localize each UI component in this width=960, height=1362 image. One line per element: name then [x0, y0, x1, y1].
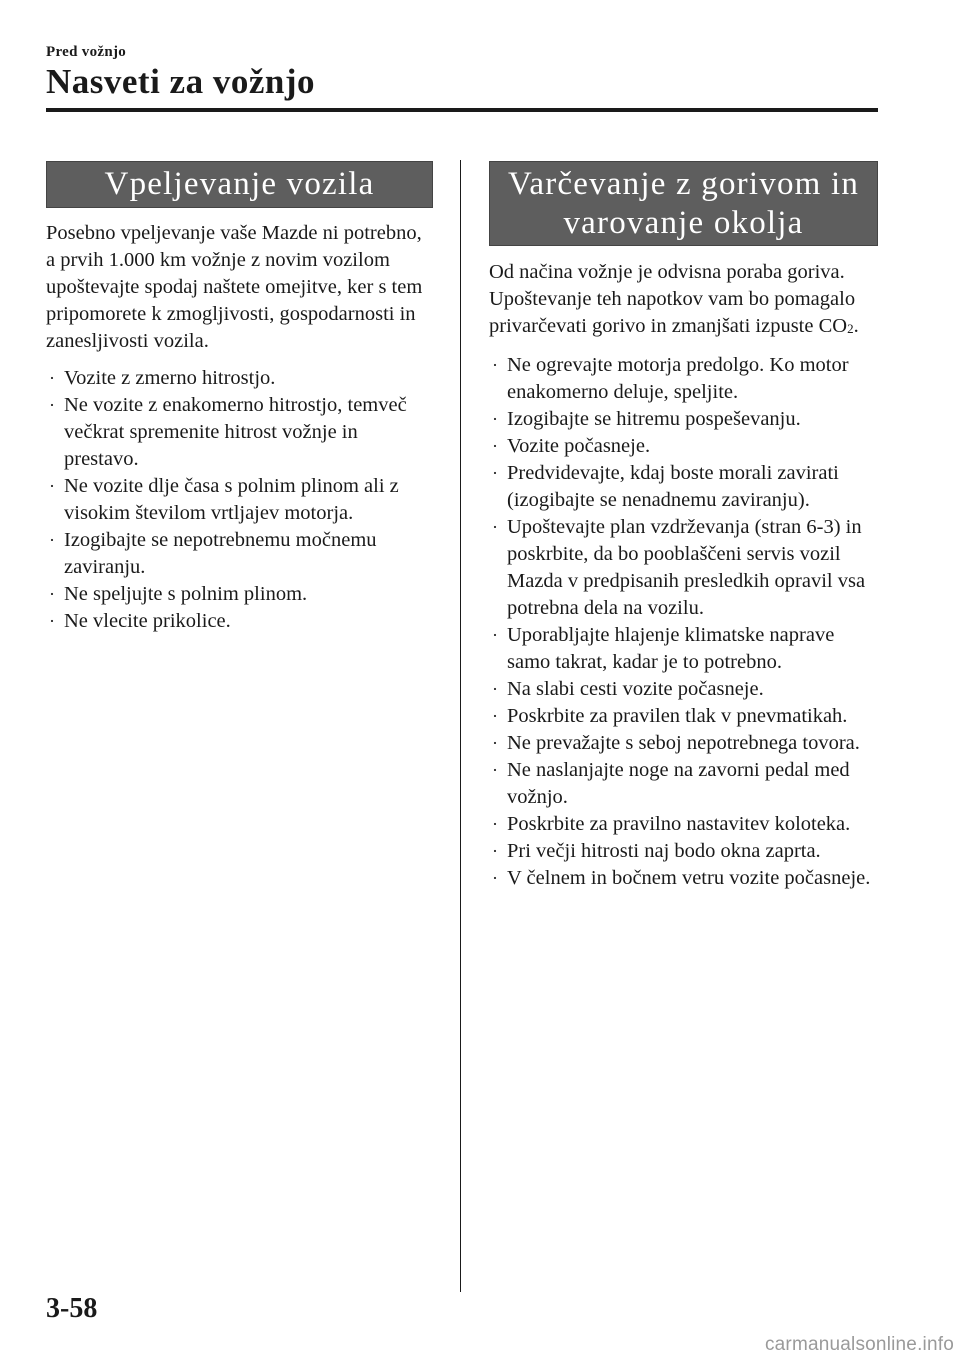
bullet-icon: · — [49, 611, 55, 631]
list-item: · Poskrbite za pravilen tlak v pnevmatikah. — [489, 703, 878, 730]
list-item: · Ne vlecite prikolice. — [46, 608, 433, 635]
list-item: · Upoštevajte plan vzdrževanja (stran 6-3) in poskrbite, da bo pooblaščeni servis vozil Mazda v predpisanih presledkih opravil vsa potrebna dela na vozilu. — [492, 516, 866, 619]
section-kicker: Pred vožnjo — [46, 44, 127, 60]
break-in-intro: Posebno vpeljevanje vaše Mazde ni potrebno, a prvih 1.000 km vožnje z novim vozilom upoštevajte spodaj naštete omejitve, ker s tem pripomorete k zmogljivosti, gospodarnosti in zanesljivosti vozila. — [46, 222, 423, 352]
bullet-icon: · — [492, 706, 498, 726]
bullet-icon: · — [49, 476, 55, 496]
list-item: · Na slabi cesti vozite počasneje. — [489, 676, 878, 703]
bullet-icon: · — [492, 436, 498, 456]
list-item: · Izogibajte se nepotrebnemu močnemu zaviranju. — [49, 529, 377, 578]
bullet-icon: · — [492, 517, 498, 537]
bullet-icon: · — [492, 868, 498, 888]
left-column — [46, 161, 433, 635]
list-item: · V čelnem in bočnem vetru vozite počasneje. — [489, 865, 878, 892]
heading-line: Varčevanje z gorivom in — [507, 166, 860, 202]
list-item: · Vozite z zmerno hitrostjo. — [46, 365, 433, 392]
bullet-icon: · — [492, 814, 498, 834]
title-rule — [46, 108, 878, 112]
bullet-icon: · — [492, 733, 498, 753]
page-number: 3-58 — [46, 1293, 98, 1324]
bullet-icon: · — [492, 463, 498, 483]
list-item: · Ne speljujte s polnim plinom. — [46, 581, 433, 608]
bullet-icon: · — [492, 409, 498, 429]
watermark: carmanualsonline.info — [764, 1334, 954, 1355]
list-item: · Ne ogrevajte motorja predolgo. Ko motor enakomerno deluje, speljite. — [492, 354, 849, 403]
list-item: · Ne vozite dlje časa s polnim plinom ali z visokim številom vrtljajev motorja. — [49, 475, 399, 524]
list-item: · Pri večji hitrosti naj bodo okna zaprta. — [489, 838, 878, 865]
bullet-icon: · — [49, 530, 55, 550]
bullet-icon: · — [49, 395, 55, 415]
fuel-economy-intro: Od načina vožnje je odvisna poraba goriva. Upoštevanje teh napotkov vam bo pomagalo privarčevati gorivo in zmanjšati izpuste $CO_2$. — [489, 261, 859, 337]
column-divider — [460, 160, 461, 1292]
list-item: · Predvidevajte, kdaj boste morali zavirati (izogibajte se nenadnemu zaviranju). — [492, 462, 839, 511]
list-item: · Ne naslanjajte noge na zavorni pedal med vožnjo. — [492, 759, 850, 808]
heading-break-in: Vpeljevanje vozila — [46, 161, 433, 208]
bullet-icon: · — [492, 355, 498, 375]
bullet-icon: · — [492, 841, 498, 861]
list-item: · Vozite počasneje. — [489, 433, 878, 460]
list-item: · Ne vozite z enakomerno hitrostjo, temveč večkrat spremenite hitrost vožnje in prestavo. — [49, 394, 407, 470]
bullet-icon: · — [492, 679, 498, 699]
right-column — [489, 161, 878, 892]
bullet-icon: · — [49, 368, 55, 388]
heading-fuel-economy — [489, 161, 878, 246]
list-item: · Poskrbite za pravilno nastavitev koloteka. — [489, 811, 878, 838]
heading-line: varovanje okolja — [563, 205, 804, 241]
co2-subscript: 2 — [847, 321, 854, 336]
bullet-icon: · — [492, 625, 498, 645]
list-item: · Izogibajte se hitremu pospeševanju. — [489, 406, 878, 433]
page-title: Nasveti za vožnjo — [46, 62, 316, 101]
fuel-economy-list — [489, 352, 878, 892]
bullet-icon: · — [49, 584, 55, 604]
break-in-list — [46, 365, 433, 635]
bullet-icon: · — [492, 760, 498, 780]
list-item: · Ne prevažajte s seboj nepotrebnega tovora. — [489, 730, 878, 757]
list-item: · Uporabljajte hlajenje klimatske naprave samo takrat, kadar je to potrebno. — [492, 624, 835, 673]
